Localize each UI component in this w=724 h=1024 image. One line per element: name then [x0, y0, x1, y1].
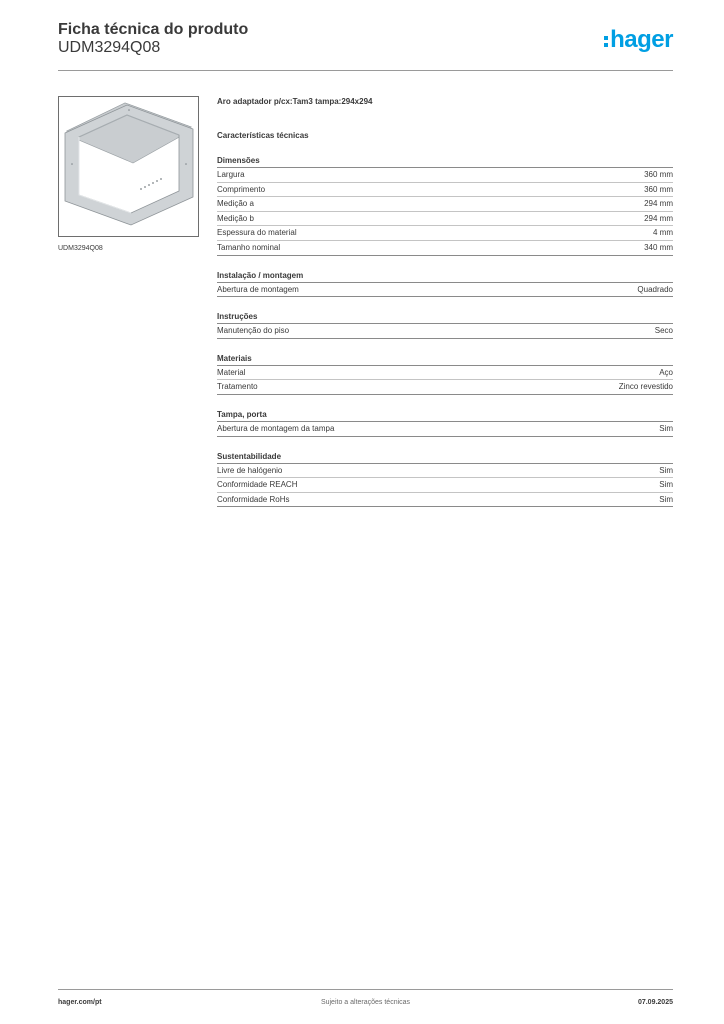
spec-value: Seco [654, 326, 673, 336]
spec-label: Conformidade REACH [217, 480, 298, 490]
spec-row [217, 168, 673, 183]
product-name: Aro adaptador p/cx:Tam3 tampa:294x294 [217, 97, 373, 106]
spec-section [217, 451, 673, 508]
spec-value: Aço [659, 367, 673, 377]
footer-notice: Sujeito a alterações técnicas [320, 999, 411, 1006]
spec-row [217, 226, 673, 241]
spec-row [217, 380, 673, 395]
page-header [58, 20, 673, 71]
spec-row [217, 283, 673, 298]
product-code: UDM3294Q08 [58, 39, 161, 56]
spec-label: Manutenção do piso [217, 326, 290, 336]
spec-value: Sim [659, 465, 673, 475]
section-title: Materiais [217, 353, 673, 366]
spec-section [217, 311, 673, 339]
spec-label: Material [217, 367, 246, 377]
section-title: Dimensões [217, 155, 673, 168]
spec-value: Zinco revestido [618, 382, 673, 392]
spec-row [217, 197, 673, 212]
spec-label: Largura [217, 170, 245, 179]
spec-value: 340 mm [644, 242, 673, 252]
spec-rows [217, 283, 673, 298]
square-frame-product-image [59, 97, 198, 236]
spec-label: Medição b [217, 213, 254, 223]
product-details [217, 96, 673, 507]
spec-label: Livre de halógenio [217, 465, 283, 475]
footer-date: 07.09.2025 [637, 999, 673, 1006]
spec-value: 294 mm [644, 213, 673, 223]
spec-rows [217, 422, 673, 437]
spec-section [217, 409, 673, 437]
spec-rows [217, 464, 673, 508]
image-caption: UDM3294Q08 [58, 245, 103, 252]
logo-colon-icon [604, 36, 608, 47]
spec-label: Conformidade RoHs [217, 494, 290, 504]
section-title: Sustentabilidade [217, 451, 673, 464]
spec-label: Tratamento [217, 382, 258, 392]
page-footer [58, 989, 673, 1014]
hager-logo [604, 27, 673, 53]
spec-value: Sim [659, 423, 673, 433]
spec-value: Quadrado [637, 284, 673, 294]
spec-rows [217, 366, 673, 395]
spec-label: Espessura do material [217, 228, 297, 238]
spec-rows [217, 324, 673, 339]
product-image [58, 96, 199, 237]
spec-label: Abertura de montagem da tampa [217, 423, 335, 433]
specs-heading: Características técnicas [217, 131, 309, 140]
spec-label: Tamanho nominal [217, 242, 281, 252]
spec-value: Sim [659, 494, 673, 504]
spec-row [217, 212, 673, 227]
spec-row [217, 324, 673, 339]
spec-label: Comprimento [217, 184, 266, 194]
footer-website: hager.com/pt [58, 999, 102, 1006]
spec-value: 360 mm [644, 170, 673, 179]
spec-value: Sim [659, 480, 673, 490]
logo-text: hager [610, 26, 673, 53]
spec-section [217, 270, 673, 298]
spec-row [217, 422, 673, 437]
spec-row [217, 366, 673, 381]
spec-row [217, 241, 673, 256]
spec-row [217, 478, 673, 493]
page-title: Ficha técnica do produto [58, 21, 249, 38]
spec-label: Medição a [217, 199, 254, 209]
spec-value: 4 mm [653, 228, 673, 238]
spec-label: Abertura de montagem [217, 284, 299, 294]
section-title: Instalação / montagem [217, 270, 673, 283]
spec-row [217, 464, 673, 479]
spec-section [217, 155, 673, 256]
spec-value: 360 mm [644, 184, 673, 194]
section-title: Tampa, porta [217, 409, 673, 422]
spec-row [217, 183, 673, 198]
spec-section [217, 353, 673, 395]
spec-value: 294 mm [644, 199, 673, 209]
section-title: Instruções [217, 311, 673, 324]
spec-row [217, 493, 673, 508]
spec-rows [217, 168, 673, 256]
spec-sections [217, 155, 673, 507]
